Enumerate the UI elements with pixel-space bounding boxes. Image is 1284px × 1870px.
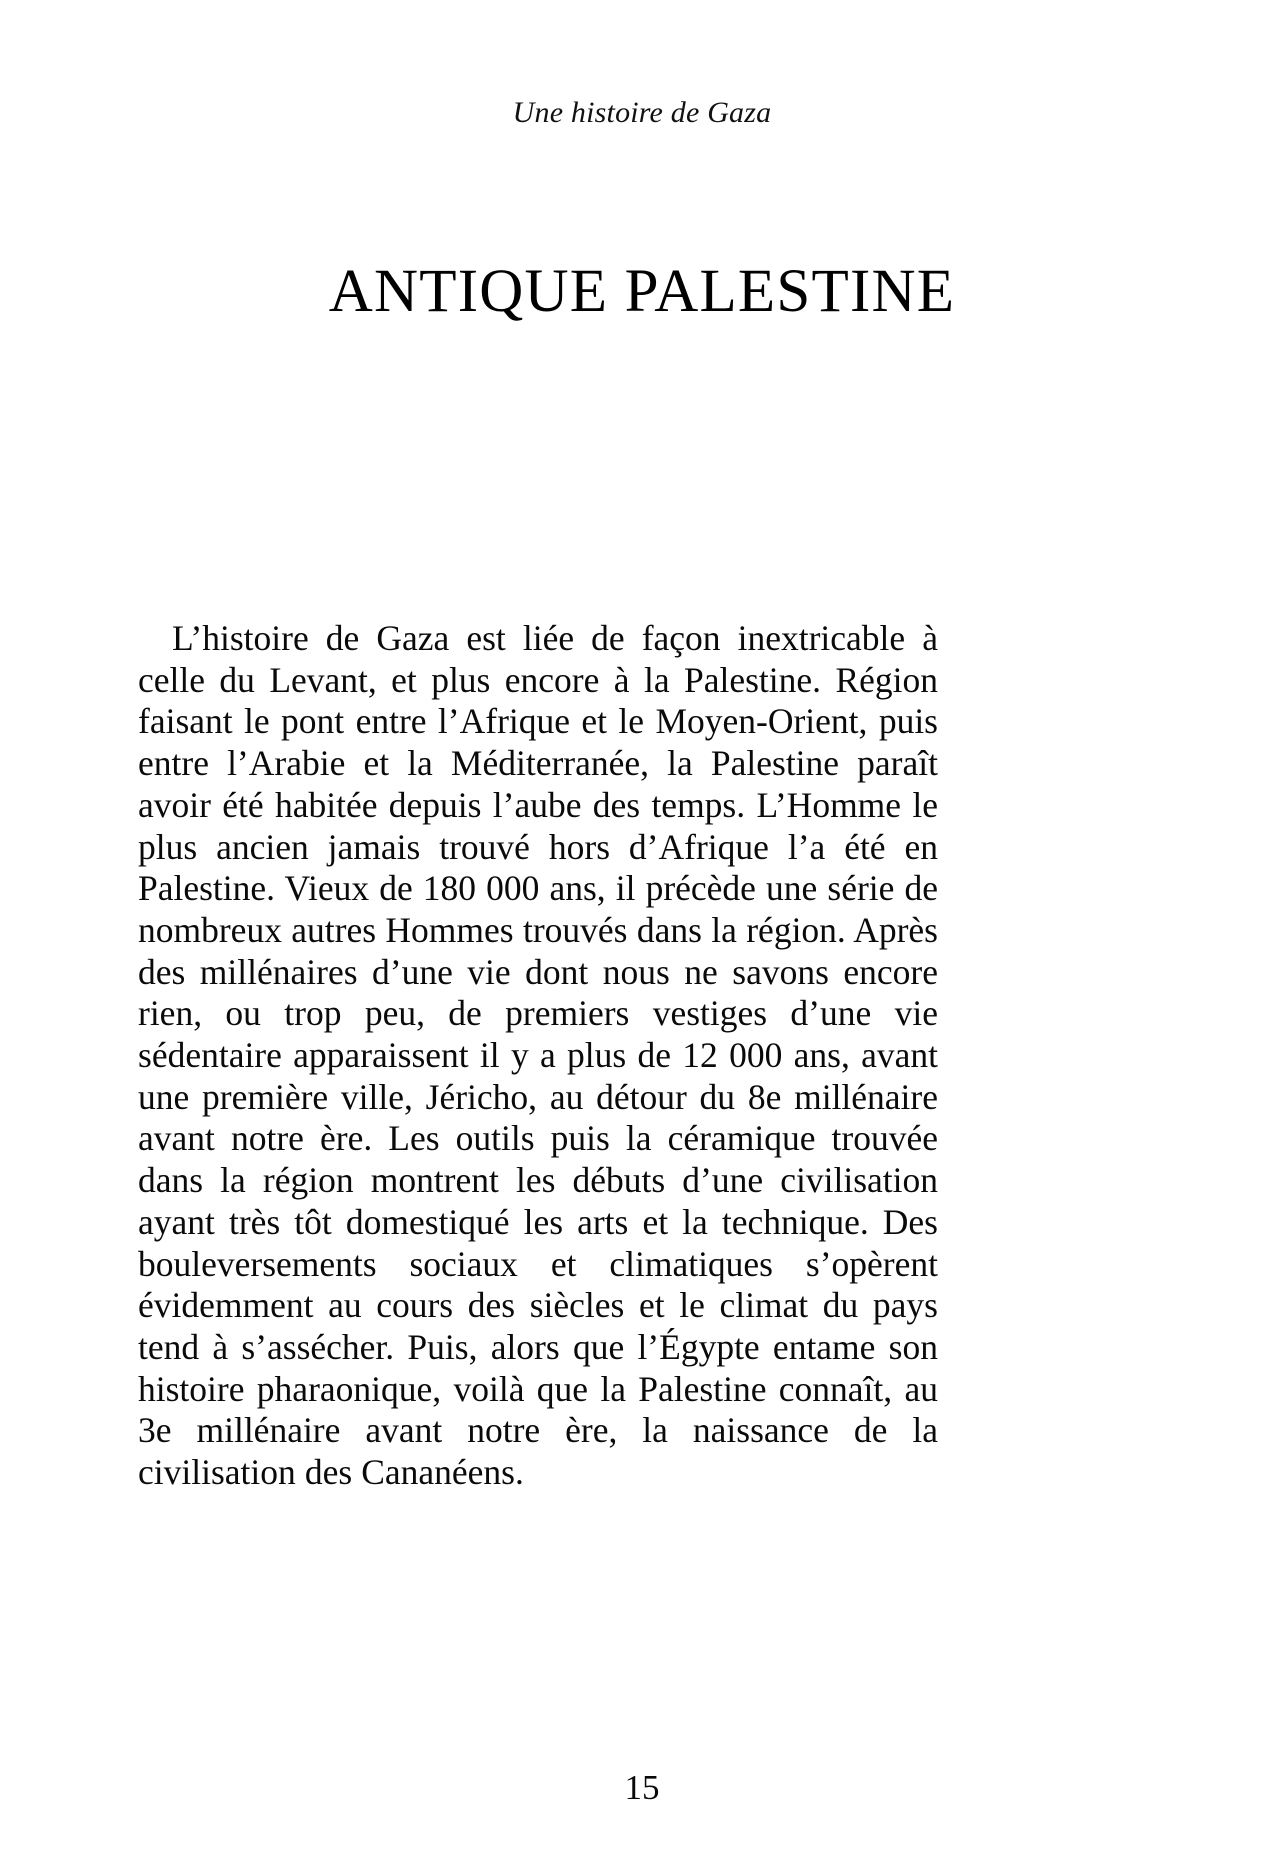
running-header: Une histoire de Gaza [512,96,772,129]
page-number: 15 [624,1768,660,1807]
body-text-block [138,618,938,1494]
chapter-title: ANTIQUE PALESTINE [328,258,956,325]
body-paragraph: L’histoire de Gaza est liée de façon inextricable à celle du Levant, et plus encore à la Palestine. Région faisant le pont entre l’Afrique et le Moyen-Orient, puis entre l’Arabie et la Méditerranée, la Palestine paraît avoir été habitée depuis l’aube des temps. L’Homme le plus ancien jamais trouvé hors d’Afrique l’a été en Palestine. Vieux de 180 000 ans, il précède une série de nombreux autres Hommes trouvés dans la région. Après des millénaires d’une vie dont nous ne savons encore rien, ou trop peu, de premiers vestiges d’une vie sédentaire apparaissent il y a plus de 12 000 ans, avant une première ville, Jéricho, au détour du 8e millénaire avant notre ère. Les outils puis la céramique trouvée dans la région montrent les débuts d’une civilisation ayant très tôt domestiqué les arts et la technique. Des bouleversements sociaux et climatiques s’opèrent évidemment au cours des siècles et le climat du pays tend à s’assécher. Puis, alors que l’Égypte entame son histoire pharaonique, voilà que la Palestine connaît, au 3e millénaire avant notre ère, la naissance de la civilisation des Cananéens. [138,618,938,1493]
